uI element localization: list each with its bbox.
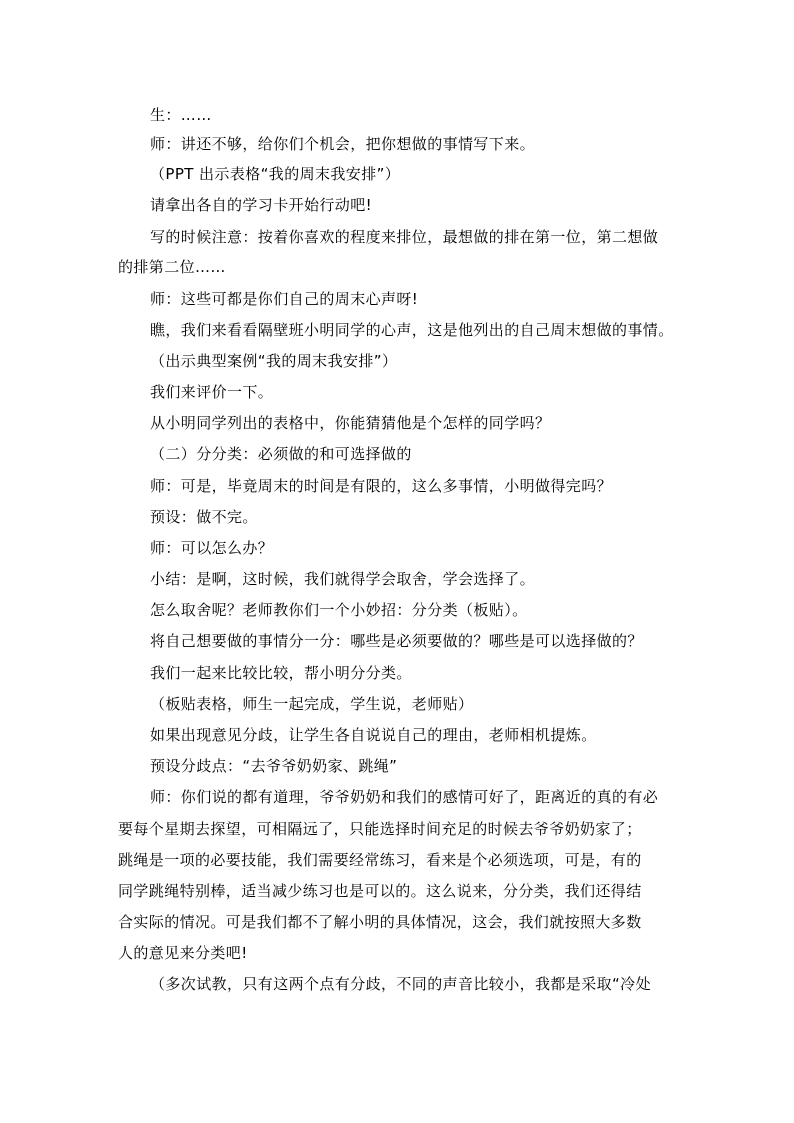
text-line: 合实际的情况。可是我们都不了解小明的具体情况，这会，我们就按照大多数: [118, 913, 642, 931]
text-line: 预设：做不完。: [150, 508, 258, 526]
text-line: 怎么取舍呢？老师教你们一个小妙招：分分类（板贴）。: [150, 601, 528, 619]
text-line: 师：这些可都是你们自己的周末心声呀!: [150, 290, 419, 308]
text-line: 我们来评价一下。: [150, 383, 274, 401]
text-line: 要每个星期去探望，可相隔远了，只能选择时间充足的时候去爷爷奶奶家了；: [118, 820, 642, 838]
text-line: 同学跳绳特别棒，适当减少练习也是可以的。这么说来，分分类，我们还得结: [118, 882, 642, 900]
text-line: 跳绳是一项的必要技能，我们需要经常练习，看来是个必须选项，可是，有的: [118, 851, 642, 869]
text-line: 师：可是，毕竟周末的时间是有限的，这么多事情，小明做得完吗？: [150, 477, 613, 495]
text-line: 预设分歧点：“去爷爷奶奶家、跳绳”: [150, 757, 398, 775]
text-line: 将自己想要做的事情分一分：哪些是必须要做的？哪些是可以选择做的？: [150, 632, 643, 650]
text-line: 师：可以怎么办？: [150, 539, 274, 557]
text-line: （板贴表格，师生一起完成，学生说，老师贴）: [150, 695, 474, 713]
text-line: 从小明同学列出的表格中，你能猜猜他是个怎样的同学吗？: [150, 414, 551, 432]
text-line: 写的时候注意：按着你喜欢的程度来排位，最想做的排在第一位，第二想做: [150, 228, 659, 246]
text-line: 生：……: [150, 106, 212, 124]
text-line: 瞧，我们来看看隔壁班小明同学的心声，这是他列出的自己周末想做的事情。: [150, 321, 674, 339]
text-line: （二）分分类：必须做的和可选择做的: [150, 445, 412, 463]
text-line: 如果出现意见分歧，让学生各自说说自己的理由，老师相机提炼。: [150, 726, 597, 744]
text-line: 我们一起来比较比较，帮小明分分类。: [150, 664, 412, 682]
text-line: 师：你们说的都有道理，爷爷奶奶和我们的感情可好了，距离近的真的有必: [150, 788, 659, 806]
text-line: （PPT 出示表格“我的周末我安排”）: [150, 165, 401, 183]
text-line: 小结：是啊，这时候，我们就得学会取舍，学会选择了。: [150, 570, 536, 588]
text-line: 的排第二位……: [118, 258, 226, 276]
text-line: 师：讲还不够，给你们个机会，把你想做的事情写下来。: [150, 135, 536, 153]
text-line: 人的意见来分类吧!: [118, 944, 248, 962]
text-line: （多次试教，只有这两个点有分歧，不同的声音比较小，我都是采取“冷处: [150, 975, 651, 993]
text-line: （出示典型案例“我的周末我安排”）: [150, 352, 398, 370]
text-line: 请拿出各自的学习卡开始行动吧!: [150, 196, 373, 214]
